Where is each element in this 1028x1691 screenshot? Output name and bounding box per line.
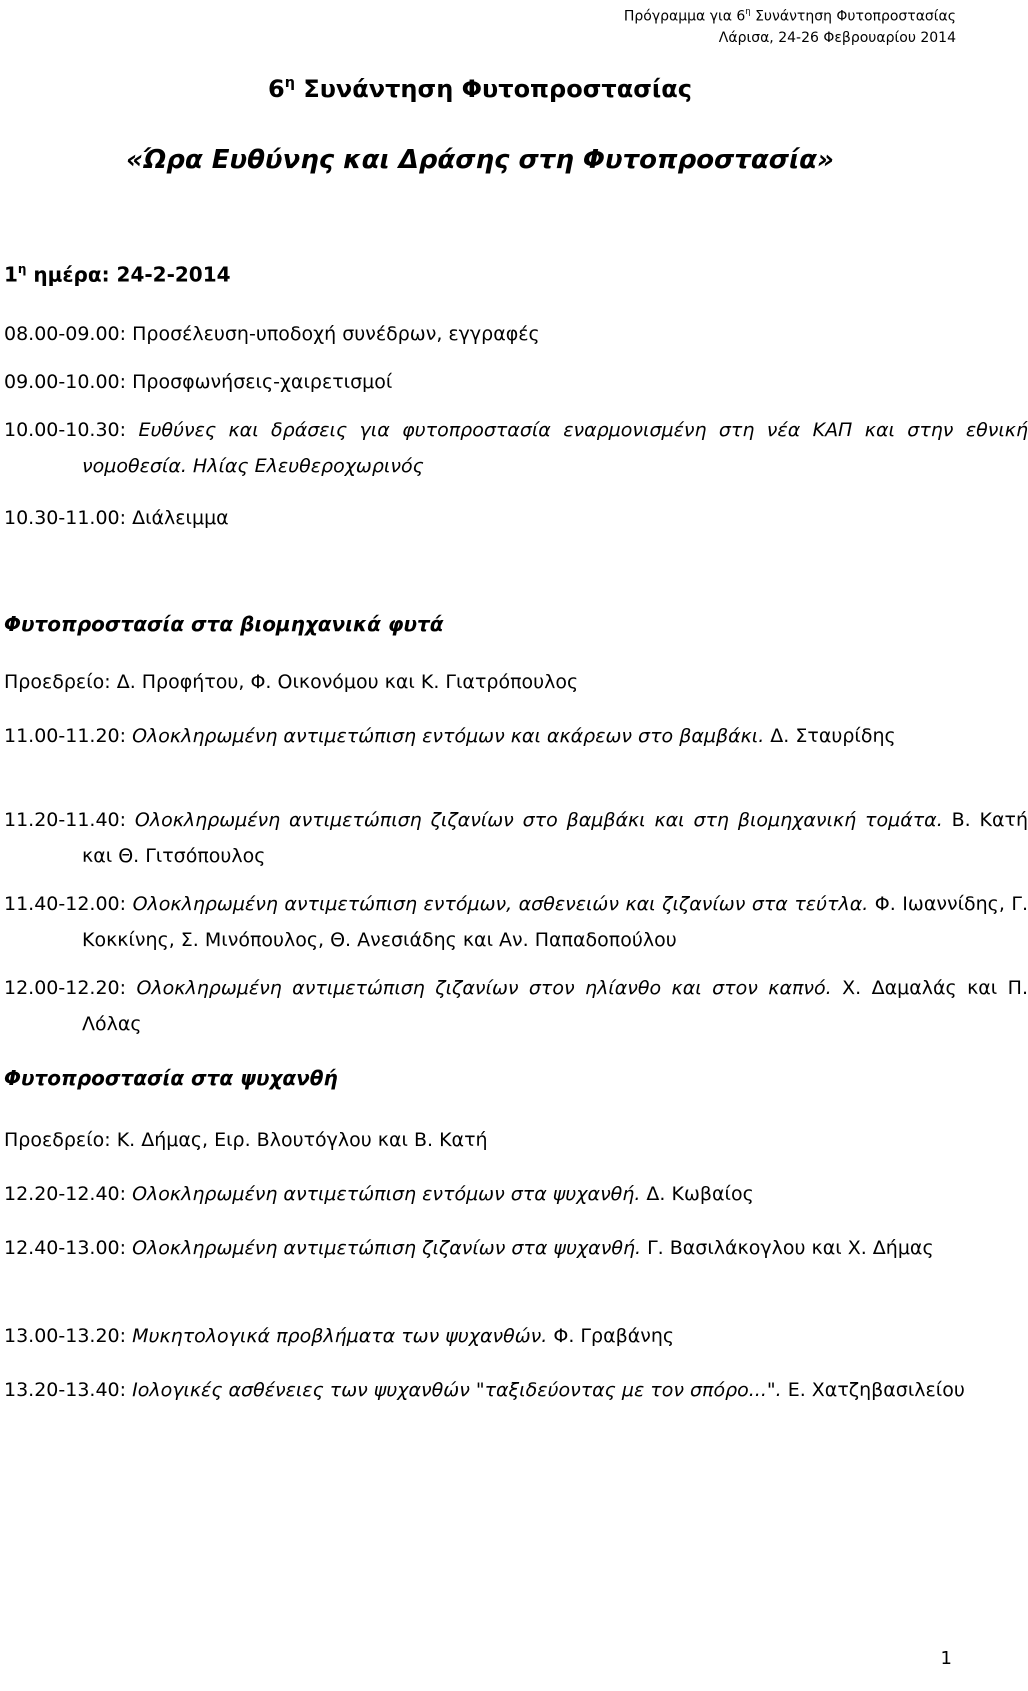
program-item (4, 886, 1028, 958)
item-authors: Δ. Κωβαίος (640, 1183, 754, 1205)
header-line1-sup: η (745, 6, 751, 16)
item-title: Ολοκληρωμένη αντιμετώπιση εντόμων και ακάρεων στο βαμβάκι. (132, 725, 765, 747)
section-chairs: Προεδρείο: Δ. Προφήτου, Φ. Οικονόμου και Κ. Γιατρόπουλος (4, 671, 579, 693)
item-text: Προσέλευση-υποδοχή συνέδρων, εγγραφές (132, 323, 540, 345)
item-title: Ολοκληρωμένη αντιμετώπιση ζιζανίων στο βαμβάκι και στη βιομηχανική τομάτα. (134, 809, 943, 831)
page-number: 1 (940, 1648, 952, 1669)
title-rest: Συνάντηση Φυτοπροστασίας (294, 75, 692, 103)
program-item-break (4, 500, 950, 536)
item-authors: Δ. Σταυρίδης (764, 725, 896, 747)
item-authors: Χ. Δαμαλάς και Π. Λόλας (82, 977, 1028, 1035)
item-time: 13.00-13.20: (4, 1325, 133, 1347)
program-item (4, 316, 950, 352)
item-authors: Ε. Χατζηβασιλείου (781, 1379, 965, 1401)
item-time: 12.40-13.00: (4, 1237, 133, 1259)
program-item (4, 412, 1028, 484)
day-sup: η (17, 262, 27, 276)
item-authors: Φ. Γραβάνης (547, 1325, 675, 1347)
item-title: Μυκητολογικά προβλήματα των ψυχανθών. (132, 1325, 548, 1347)
program-item (4, 1318, 1028, 1354)
item-text: Διάλειμμα (132, 507, 229, 529)
day-number: 1 (4, 262, 18, 287)
item-time: 08.00-09.00: (4, 323, 133, 345)
item-authors: Φ. Ιωαννίδης, Γ. Κοκκίνης, Σ. Μινόπουλος, Θ. Ανεσιάδης και Αν. Παπαδοπούλου (82, 893, 1028, 951)
item-title: Ολοκληρωμένη αντιμετώπιση ζιζανίων στον ηλίανθο και στον καπνό. (136, 977, 832, 999)
header-program-line (436, 2, 956, 28)
day-date: ημέρα: 24-2-2014 (26, 262, 231, 287)
title-number: 6 (268, 75, 285, 103)
item-time: 11.20-11.40: (4, 809, 135, 831)
section-chairs: Προεδρείο: Κ. Δήμας, Ειρ. Βλουτόγλου και Β. Κατή (4, 1129, 488, 1151)
program-item (4, 364, 950, 400)
item-time: 10.00-10.30: (4, 419, 139, 441)
item-title: Ολοκληρωμένη αντιμετώπιση εντόμων, ασθενειών και ζιζανίων στα τεύτλα. (132, 893, 869, 915)
item-title: Ιολογικές ασθένειες των ψυχανθών "ταξιδεύοντας με τον σπόρο...". (132, 1379, 782, 1401)
item-text: Προσφωνήσεις-χαιρετισμοί (132, 371, 393, 393)
program-item (4, 718, 1028, 754)
program-item (4, 1372, 1028, 1408)
document-title (0, 75, 960, 103)
section-heading: Φυτοπροστασία στα ψυχανθή (4, 1066, 338, 1090)
item-authors: Β. Κατή και Θ. Γιτσόπουλος (82, 809, 1028, 867)
item-time: 09.00-10.00: (4, 371, 133, 393)
item-time: 12.00-12.20: (4, 977, 137, 999)
document-subtitle: «Ώρα Ευθύνης και Δράσης στη Φυτοπροστασία» (126, 145, 834, 175)
item-time: 10.30-11.00: (4, 507, 133, 529)
program-item (4, 1176, 1028, 1212)
item-title: Ευθύνες και δράσεις για φυτοπροστασία εναρμονισμένη στη νέα ΚΑΠ και στην εθνική νομοθεσία. Ηλίας Ελευθεροχωρινός (82, 419, 1028, 477)
item-title: Ολοκληρωμένη αντιμετώπιση ζιζανίων στα ψυχανθή. (132, 1237, 642, 1259)
running-header (436, 2, 956, 49)
day-heading (4, 252, 950, 293)
item-time: 11.00-11.20: (4, 725, 133, 747)
item-time: 12.20-12.40: (4, 1183, 133, 1205)
item-title: Ολοκληρωμένη αντιμετώπιση εντόμων στα ψυχανθή. (132, 1183, 641, 1205)
title-sup: η (284, 75, 295, 91)
item-time: 13.20-13.40: (4, 1379, 133, 1401)
header-line1-rest: Συνάντηση Φυτοπροστασίας (750, 8, 956, 25)
program-item (4, 802, 1028, 874)
section-heading: Φυτοπροστασία στα βιομηχανικά φυτά (4, 612, 444, 636)
header-line1-text: Πρόγραμμα για 6 (623, 8, 746, 25)
program-item (4, 970, 1028, 1042)
header-location-date: Λάρισα, 24-26 Φεβρουαρίου 2014 (718, 29, 956, 46)
program-item (4, 1230, 1028, 1266)
item-time: 11.40-12.00: (4, 893, 133, 915)
item-authors: Γ. Βασιλάκογλου και Χ. Δήμας (641, 1237, 934, 1259)
